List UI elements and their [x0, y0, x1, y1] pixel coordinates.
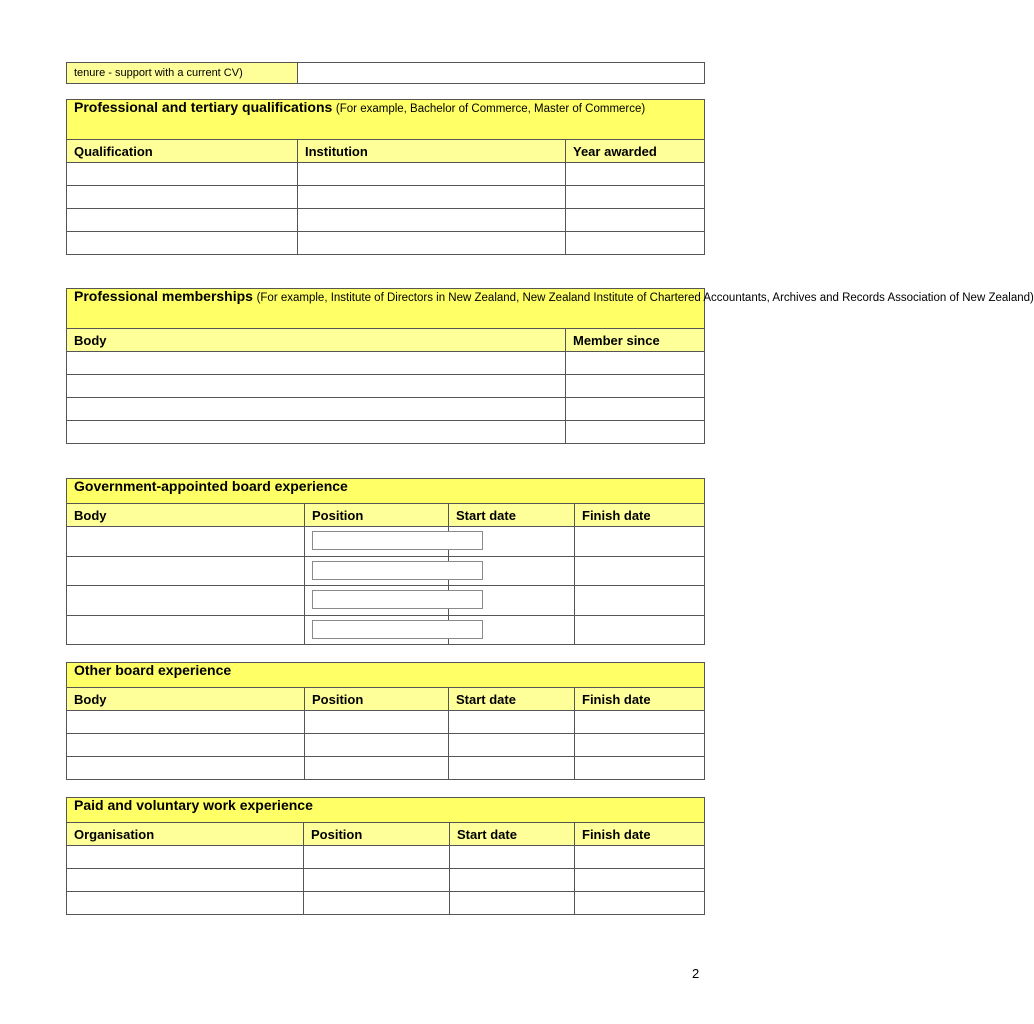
qualifications-header-row: [67, 100, 705, 140]
table-row: [67, 734, 705, 757]
table-row: [67, 869, 705, 892]
finish-date-cell[interactable]: [575, 615, 705, 645]
table-row: [67, 586, 705, 616]
qualification-cell[interactable]: [67, 209, 298, 232]
year-awarded-cell[interactable]: [566, 209, 705, 232]
position-cell[interactable]: [305, 734, 449, 757]
table-row: [67, 398, 705, 421]
finish-date-cell[interactable]: [575, 846, 705, 869]
organisation-cell[interactable]: [67, 846, 304, 869]
table-row: [67, 615, 705, 645]
table-row: [67, 352, 705, 375]
column-header-organisation: Organisation: [67, 823, 304, 846]
column-header-start-date: Start date: [449, 504, 575, 527]
body-cell[interactable]: [67, 527, 305, 557]
qualification-cell[interactable]: [67, 163, 298, 186]
table-row: [67, 209, 705, 232]
organisation-cell[interactable]: [67, 869, 304, 892]
qualifications-column-header-row: [67, 140, 705, 163]
body-cell[interactable]: [67, 421, 566, 444]
other-board-header-row: [67, 663, 705, 688]
government-board-title: Government-appointed board experience: [74, 478, 348, 494]
table-row: [67, 892, 705, 915]
body-cell[interactable]: [67, 734, 305, 757]
position-cell[interactable]: [304, 846, 450, 869]
year-awarded-cell[interactable]: [566, 163, 705, 186]
position-cell[interactable]: [305, 757, 449, 780]
member-since-cell[interactable]: [566, 375, 705, 398]
other-board-section-title: [67, 663, 705, 688]
qualifications-title: Professional and tertiary qualifications: [74, 99, 333, 115]
institution-cell[interactable]: [298, 163, 566, 186]
position-cell[interactable]: [304, 892, 450, 915]
column-header-finish-date: Finish date: [575, 504, 705, 527]
start-date-cell[interactable]: [450, 892, 575, 915]
body-cell[interactable]: [67, 757, 305, 780]
tenure-table: [66, 62, 705, 84]
body-cell[interactable]: [67, 711, 305, 734]
column-header-qualification: Qualification: [67, 140, 298, 163]
government-board-table: [66, 478, 705, 645]
table-row: [67, 163, 705, 186]
memberships-title: Professional memberships: [74, 288, 253, 304]
table-row: [67, 846, 705, 869]
other-board-title: Other board experience: [74, 662, 232, 678]
start-date-cell[interactable]: [449, 711, 575, 734]
work-experience-title: Paid and voluntary work experience: [74, 797, 313, 813]
column-header-body: Body: [67, 688, 305, 711]
qualifications-section-title: [67, 100, 705, 140]
start-date-cell[interactable]: [450, 869, 575, 892]
body-cell[interactable]: [67, 352, 566, 375]
column-header-institution: Institution: [298, 140, 566, 163]
institution-cell[interactable]: [298, 186, 566, 209]
table-row: [67, 421, 705, 444]
table-row: [67, 556, 705, 586]
institution-cell[interactable]: [298, 232, 566, 255]
government-board-column-header-row: [67, 504, 705, 527]
work-experience-header-row: [67, 798, 705, 823]
table-row: [67, 232, 705, 255]
table-row: [67, 711, 705, 734]
other-board-table: [66, 662, 705, 780]
body-cell[interactable]: [67, 398, 566, 421]
member-since-cell[interactable]: [566, 398, 705, 421]
qualification-cell[interactable]: [67, 186, 298, 209]
start-date-cell[interactable]: [449, 556, 575, 586]
finish-date-cell[interactable]: [575, 556, 705, 586]
table-row: [67, 186, 705, 209]
government-board-header-row: [67, 479, 705, 504]
finish-date-cell[interactable]: [575, 586, 705, 616]
start-date-cell[interactable]: [449, 615, 575, 645]
work-experience-section-title: [67, 798, 705, 823]
body-cell[interactable]: [67, 586, 305, 616]
memberships-table: [66, 288, 1034, 444]
start-date-cell[interactable]: [449, 757, 575, 780]
start-date-cell[interactable]: [449, 586, 575, 616]
finish-date-cell[interactable]: [575, 527, 705, 557]
tenure-value-cell[interactable]: [298, 63, 705, 84]
finish-date-cell[interactable]: [575, 869, 705, 892]
member-since-cell[interactable]: [566, 421, 705, 444]
other-board-column-header-row: [67, 688, 705, 711]
qualifications-table: [66, 99, 705, 255]
column-header-position: Position: [304, 823, 450, 846]
work-experience-table: [66, 797, 705, 915]
position-cell[interactable]: [304, 869, 450, 892]
column-header-year-awarded: Year awarded: [566, 140, 705, 163]
institution-cell[interactable]: [298, 209, 566, 232]
qualification-cell[interactable]: [67, 232, 298, 255]
tenure-label: tenure - support with a current CV): [67, 63, 298, 84]
organisation-cell[interactable]: [67, 892, 304, 915]
tenure-row: [67, 63, 705, 84]
column-header-position: Position: [305, 688, 449, 711]
year-awarded-cell[interactable]: [566, 232, 705, 255]
member-since-cell[interactable]: [566, 352, 705, 375]
memberships-column-header-row: [67, 329, 705, 352]
column-header-start-date: Start date: [450, 823, 575, 846]
body-cell[interactable]: [67, 375, 566, 398]
memberships-note: (For example, Institute of Directors in New Zealand, New Zealand Institute of Chartered Accountants, Archives and Records Association of New Zealand): [256, 292, 1034, 304]
column-header-member-since: Member since: [566, 329, 705, 352]
finish-date-cell[interactable]: [575, 757, 705, 780]
work-experience-column-header-row: [67, 823, 705, 846]
finish-date-cell[interactable]: [575, 734, 705, 757]
finish-date-cell[interactable]: [575, 892, 705, 915]
year-awarded-cell[interactable]: [566, 186, 705, 209]
position-cell[interactable]: [305, 711, 449, 734]
government-board-section-title: [67, 479, 705, 504]
finish-date-cell[interactable]: [575, 711, 705, 734]
column-header-finish-date: Finish date: [575, 823, 705, 846]
table-row: [67, 757, 705, 780]
table-row: [67, 527, 705, 557]
column-header-finish-date: Finish date: [575, 688, 705, 711]
page-number: 2: [692, 966, 700, 981]
column-header-body: Body: [67, 329, 566, 352]
column-header-body: Body: [67, 504, 305, 527]
start-date-cell[interactable]: [449, 734, 575, 757]
start-date-cell[interactable]: [449, 527, 575, 557]
table-row: [67, 375, 705, 398]
position-cell: [305, 527, 449, 557]
position-cell: [305, 615, 449, 645]
memberships-header-row: [67, 289, 705, 329]
column-header-start-date: Start date: [449, 688, 575, 711]
position-cell: [305, 556, 449, 586]
body-cell[interactable]: [67, 615, 305, 645]
body-cell[interactable]: [67, 556, 305, 586]
column-header-position: Position: [305, 504, 449, 527]
position-cell: [305, 586, 449, 616]
qualifications-note: (For example, Bachelor of Commerce, Master of Commerce): [335, 103, 646, 115]
memberships-section-title: [67, 288, 1034, 329]
start-date-cell[interactable]: [450, 846, 575, 869]
